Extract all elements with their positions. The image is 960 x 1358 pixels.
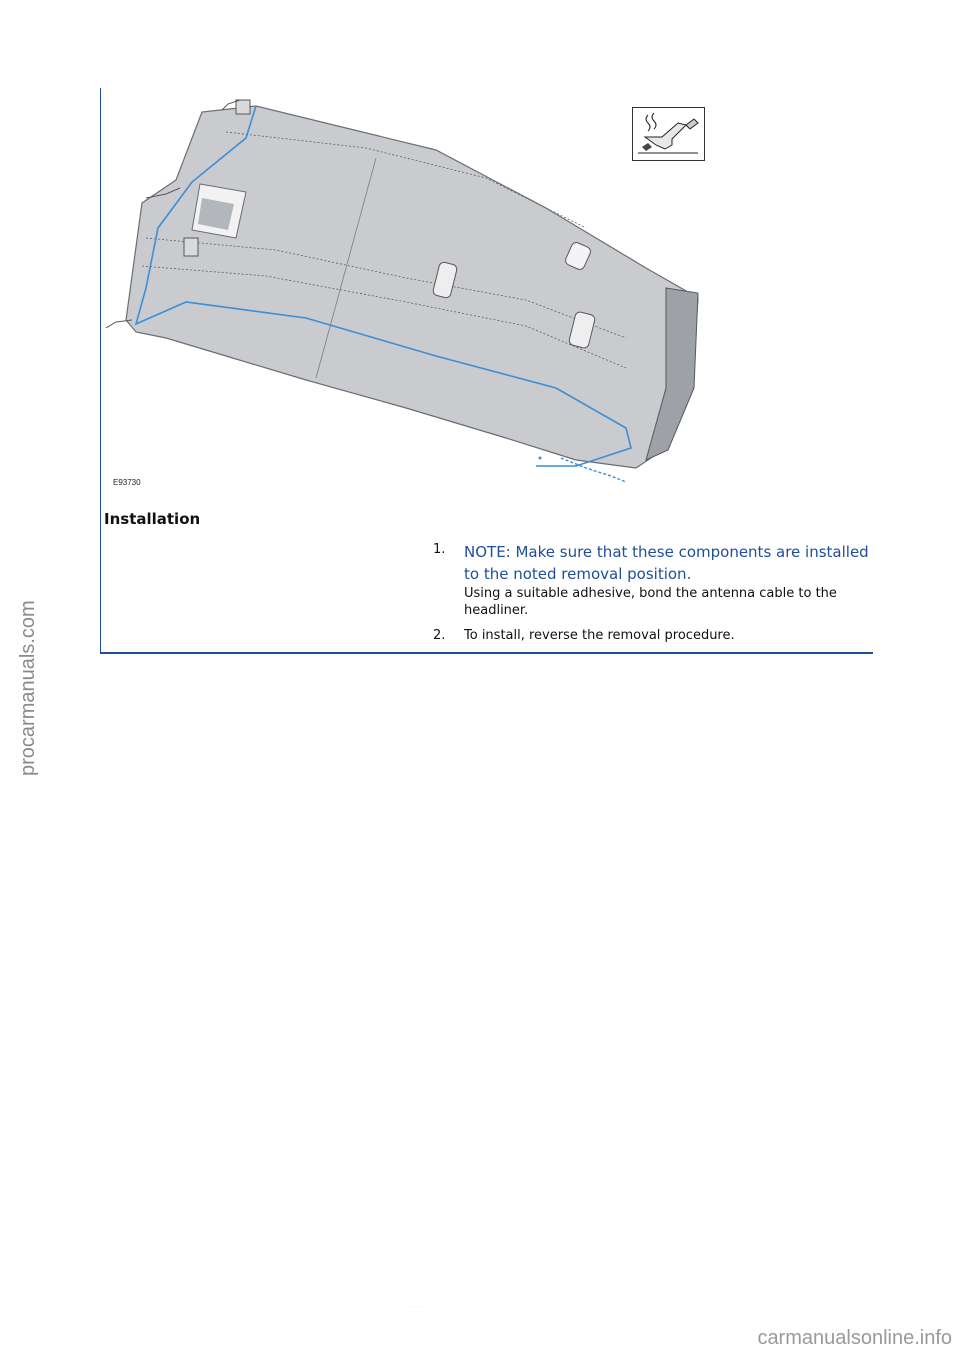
step-item [433,541,873,619]
section-rule-left [100,88,101,653]
page-marker: · · · · · [405,1304,423,1311]
figure-label: E93730 [113,478,141,487]
side-watermark [0,0,44,820]
side-watermark-text: procarmanuals.com [17,600,39,776]
footer-watermark: carmanualsonline.info [757,1327,952,1349]
step-text: To install, reverse the removal procedure. [464,628,735,643]
step-number: 1. [433,542,446,557]
step-number: 2. [433,628,446,643]
section-rule-bottom [100,652,873,654]
headliner-panel [126,106,698,468]
installation-steps [433,541,873,652]
step-note: NOTE: Make sure that these components are installed to the noted removal position. [464,543,869,583]
headliner-figure [106,88,716,498]
step-item [433,627,873,644]
glue-gun-icon [632,107,705,161]
step-text: Using a suitable adhesive, bond the antenna cable to the headliner. [464,586,837,618]
section-heading: Installation [104,510,201,528]
